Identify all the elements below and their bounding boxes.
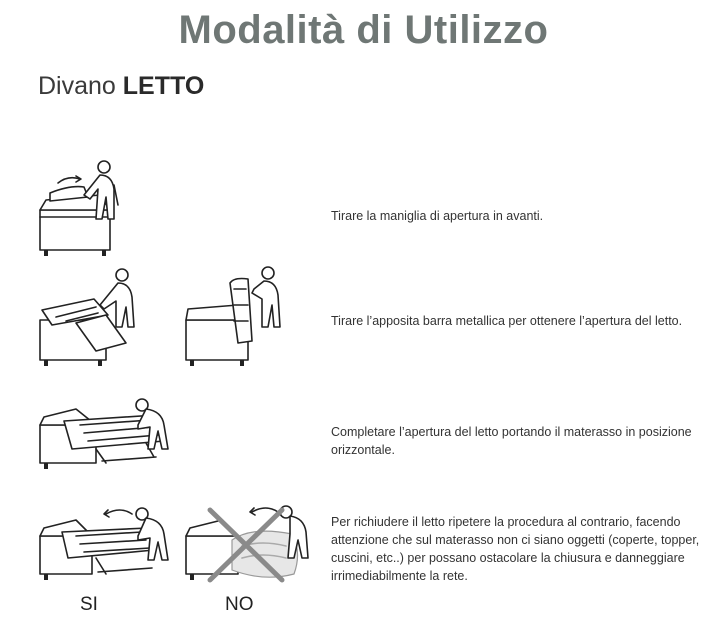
step4-illustration-no xyxy=(182,500,312,588)
step-1-text: Tirare la maniglia di apertura in avanti. xyxy=(331,209,544,223)
label-no: NO xyxy=(225,594,254,615)
page-title: Modalità di Utilizzo xyxy=(178,8,549,52)
subtitle-bold: LETTO xyxy=(122,72,205,100)
label-yes: SI xyxy=(80,594,98,615)
subtitle-prefix: Divano xyxy=(38,72,116,100)
step-3-text: Completare l’apertura del letto portando il materasso in posizione orizzontale. xyxy=(331,425,692,457)
step3-illustration xyxy=(36,395,186,475)
step-2-text: Tirare l’apposita barra metallica per ottenere l’apertura del letto. xyxy=(331,314,683,328)
step4-illustration-yes xyxy=(36,500,176,588)
step2-illustration-a xyxy=(36,265,151,370)
step-4-text: Per richiudere il letto ripetere la procedura al contrario, facendo attenzione che sul materasso non ci siano oggetti (coperte, topper, cuscini, etc..) per possano ostacolare la chiusura e danneggiare irrimediabilmente la rete. xyxy=(331,515,700,583)
step2-illustration-b xyxy=(182,265,297,370)
page-subtitle xyxy=(38,72,204,101)
step1-illustration xyxy=(36,155,146,265)
